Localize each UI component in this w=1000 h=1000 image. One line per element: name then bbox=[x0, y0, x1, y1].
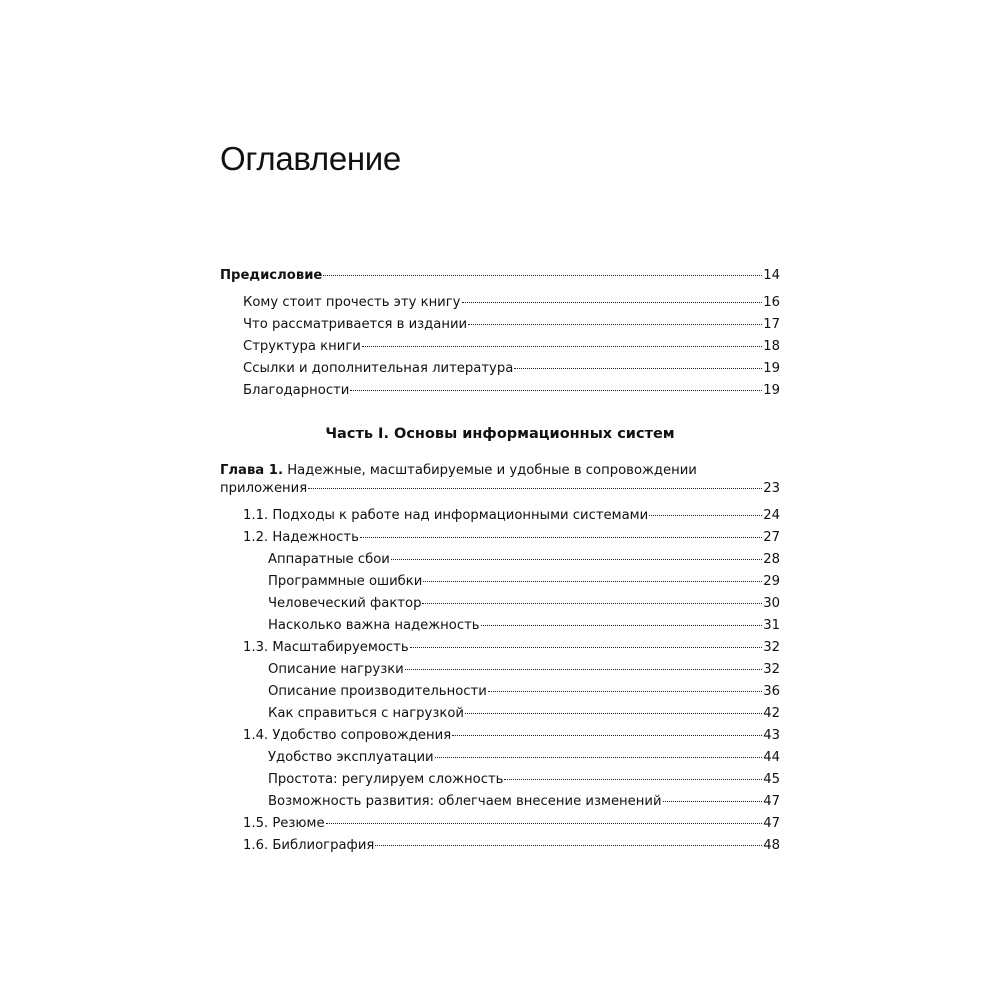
toc-page-number: 18 bbox=[763, 339, 780, 354]
toc-page-number: 16 bbox=[763, 295, 780, 310]
toc-page-number: 43 bbox=[763, 728, 780, 743]
toc-entry-label: Благодарности bbox=[243, 383, 350, 398]
toc-entry-section[interactable] bbox=[243, 815, 780, 833]
toc-leader-dots bbox=[514, 367, 762, 369]
toc-entry-subsection[interactable] bbox=[268, 661, 780, 679]
chapter-title-line[interactable] bbox=[220, 462, 697, 480]
toc-entry[interactable] bbox=[243, 316, 780, 334]
toc-leader-dots bbox=[362, 345, 762, 347]
toc-leader-dots bbox=[423, 580, 762, 582]
toc-page-number: 17 bbox=[763, 317, 780, 332]
toc-page-number: 28 bbox=[763, 552, 780, 567]
toc-entry-label: Описание нагрузки bbox=[268, 662, 404, 677]
toc-entry-subsection[interactable] bbox=[268, 573, 780, 591]
toc-page-number: 32 bbox=[763, 662, 780, 677]
toc-entry-label: Простота: регулируем сложность bbox=[268, 772, 504, 787]
chapter-prefix: Глава 1. bbox=[220, 463, 283, 478]
toc-page-number: 36 bbox=[763, 684, 780, 699]
toc-leader-dots bbox=[435, 756, 763, 758]
toc-entry[interactable] bbox=[243, 338, 780, 356]
toc-page-number: 48 bbox=[763, 838, 780, 853]
toc-leader-dots bbox=[465, 712, 762, 714]
toc-entry-label: Кому стоит прочесть эту книгу bbox=[243, 295, 461, 310]
toc-leader-dots bbox=[468, 323, 762, 325]
toc-leader-dots bbox=[488, 690, 762, 692]
toc-page-number: 29 bbox=[763, 574, 780, 589]
toc-entry-subsection[interactable] bbox=[268, 793, 780, 811]
toc-leader-dots bbox=[308, 487, 762, 489]
toc-entry-label: Программные ошибки bbox=[268, 574, 423, 589]
toc-entry-label: 1.5. Резюме bbox=[243, 816, 325, 831]
toc-entry-section[interactable] bbox=[243, 507, 780, 525]
toc-entry-subsection[interactable] bbox=[268, 617, 780, 635]
toc-entry-label: Человеческий фактор bbox=[268, 596, 422, 611]
toc-entry-subsection[interactable] bbox=[268, 771, 780, 789]
toc-entry-subsection[interactable] bbox=[268, 551, 780, 569]
toc-entry-label: 1.2. Надежность bbox=[243, 530, 359, 545]
toc-entry-label: Описание производительности bbox=[268, 684, 487, 699]
toc-leader-dots bbox=[422, 602, 762, 604]
toc-entry[interactable] bbox=[243, 360, 780, 378]
toc-entry-label: Предисловие bbox=[220, 268, 323, 283]
toc-entry-section[interactable] bbox=[243, 837, 780, 855]
toc-leader-dots bbox=[410, 646, 763, 648]
chapter-title: Надежные, масштабируемые и удобные в сопровождении bbox=[287, 463, 697, 478]
toc-leader-dots bbox=[350, 389, 762, 391]
toc-entry-subsection[interactable] bbox=[268, 705, 780, 723]
toc-leader-dots bbox=[649, 514, 762, 516]
toc-entry-label: Возможность развития: облегчаем внесение изменений bbox=[268, 794, 662, 809]
toc-leader-dots bbox=[323, 274, 762, 276]
toc-entry[interactable] bbox=[243, 382, 780, 400]
toc-entry-label: Аппаратные сбои bbox=[268, 552, 390, 567]
toc-entry-label: Что рассматривается в издании bbox=[243, 317, 468, 332]
toc-leader-dots bbox=[405, 668, 762, 670]
toc-leader-dots bbox=[375, 844, 762, 846]
toc-entry-section[interactable] bbox=[243, 727, 780, 745]
toc-entry-subsection[interactable] bbox=[268, 683, 780, 701]
toc-entry-section[interactable] bbox=[243, 639, 780, 657]
toc-page-number: 24 bbox=[763, 508, 780, 523]
toc-leader-dots bbox=[504, 778, 762, 780]
toc-page-number: 31 bbox=[763, 618, 780, 633]
toc-page-number: 32 bbox=[763, 640, 780, 655]
toc-entry-section[interactable] bbox=[243, 529, 780, 547]
toc-entry-label: 1.6. Библиография bbox=[243, 838, 375, 853]
toc-entry-label: Структура книги bbox=[243, 339, 361, 354]
toc-leader-dots bbox=[452, 734, 762, 736]
toc-entry-subsection[interactable] bbox=[268, 749, 780, 767]
toc-entry-label: приложения bbox=[220, 481, 308, 496]
toc-entry-label: Удобство эксплуатации bbox=[268, 750, 434, 765]
toc-leader-dots bbox=[391, 558, 762, 560]
toc-page-number: 23 bbox=[763, 481, 780, 496]
toc-page-number: 45 bbox=[763, 772, 780, 787]
toc-page-number: 47 bbox=[763, 794, 780, 809]
toc-page-number: 42 bbox=[763, 706, 780, 721]
toc-page-number: 30 bbox=[763, 596, 780, 611]
toc-page-number: 44 bbox=[763, 750, 780, 765]
toc-leader-dots bbox=[326, 822, 763, 824]
toc-page-number: 19 bbox=[763, 383, 780, 398]
toc-leader-dots bbox=[481, 624, 763, 626]
toc-entry[interactable] bbox=[243, 294, 780, 312]
toc-leader-dots bbox=[360, 536, 762, 538]
toc-page-number: 47 bbox=[763, 816, 780, 831]
part-heading: Часть I. Основы информационных систем bbox=[325, 426, 675, 442]
page-title: Оглавление bbox=[220, 140, 401, 177]
toc-entry-preface[interactable] bbox=[220, 267, 780, 285]
toc-entry-label: 1.4. Удобство сопровождения bbox=[243, 728, 452, 743]
toc-leader-dots bbox=[462, 301, 763, 303]
toc-entry-label: Ссылки и дополнительная литература bbox=[243, 361, 514, 376]
toc-page-number: 27 bbox=[763, 530, 780, 545]
toc-page-number: 19 bbox=[763, 361, 780, 376]
toc-page-number: 14 bbox=[763, 268, 780, 283]
toc-entry-label: 1.1. Подходы к работе над информационными системами bbox=[243, 508, 649, 523]
toc-entry-subsection[interactable] bbox=[268, 595, 780, 613]
toc-entry-label: 1.3. Масштабируемость bbox=[243, 640, 409, 655]
toc-entry-label: Насколько важна надежность bbox=[268, 618, 480, 633]
toc-entry-label: Как справиться с нагрузкой bbox=[268, 706, 464, 721]
toc-leader-dots bbox=[663, 800, 763, 802]
toc-entry-chapter-1[interactable] bbox=[220, 480, 780, 498]
